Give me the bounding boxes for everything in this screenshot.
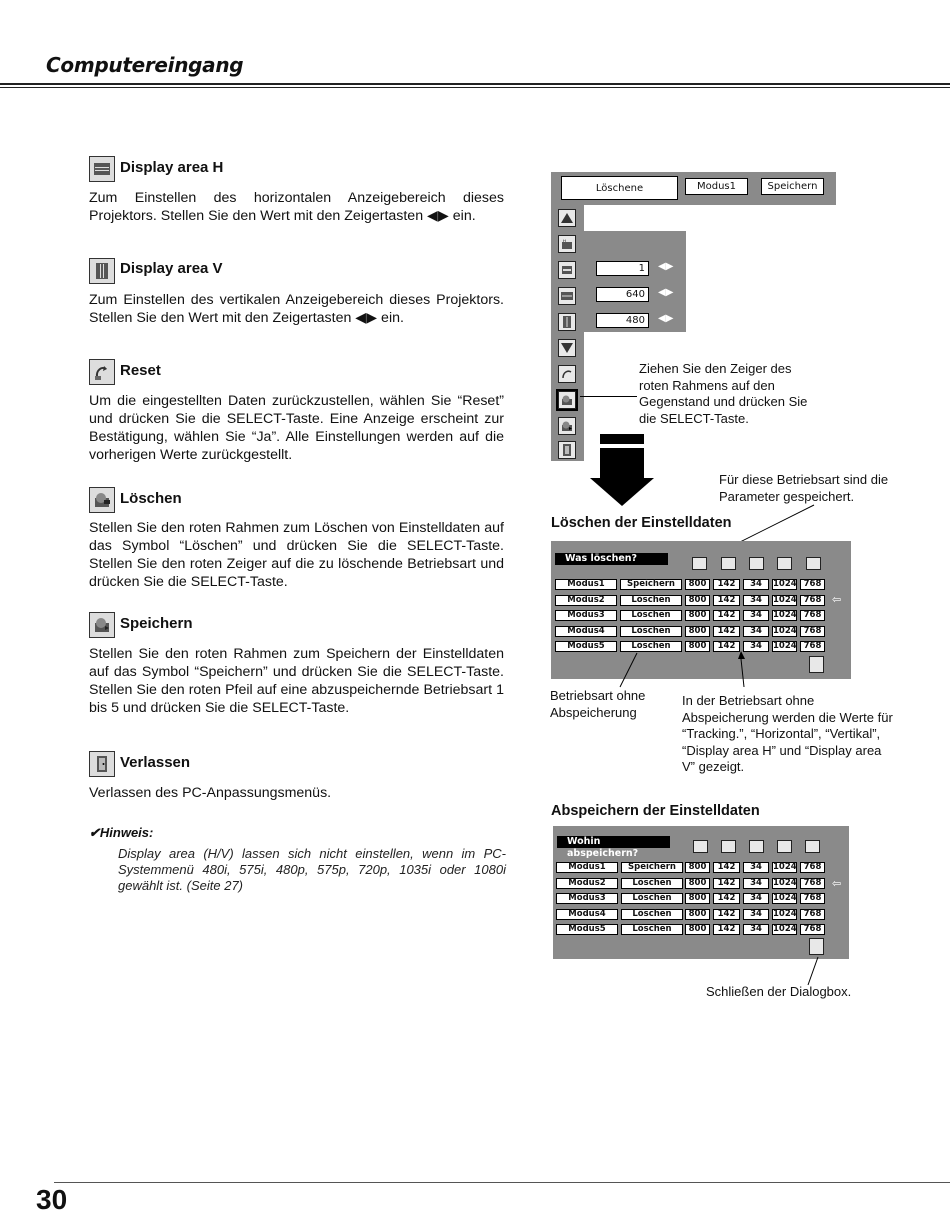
arrow-keys-icon[interactable]: ◀▶ bbox=[658, 287, 674, 298]
display-area-h-icon[interactable] bbox=[558, 287, 576, 305]
value-cell: 800 bbox=[685, 595, 710, 606]
arrow-keys-icon[interactable]: ◀▶ bbox=[658, 261, 674, 272]
display-area-v-icon bbox=[805, 840, 820, 853]
mode-cell[interactable]: Modus1 bbox=[555, 579, 617, 590]
value-cell: 1024 bbox=[773, 610, 797, 620]
value-cell: 142 bbox=[713, 878, 740, 889]
loeschen-icon[interactable] bbox=[558, 391, 576, 409]
section-title-display-area-h: Display area H bbox=[120, 159, 224, 176]
note-title: ✔Hinweis: bbox=[89, 825, 154, 840]
value-cell: 768 bbox=[800, 641, 825, 652]
section-body-speichern: Stellen Sie den roten Rahmen zum Speichern der Einstelldaten auf das Symbol “Speichern” und drücken Sie die SELECT-Taste. Stellen Sie den roten Pfeil auf eine abzuspeichernde Betriebsart 1 bis 5 und drücken Sie die SELECT-Taste. bbox=[89, 646, 504, 716]
state-cell[interactable]: Löschen bbox=[620, 641, 682, 652]
state-cell[interactable]: Löschen bbox=[620, 626, 682, 637]
speichern-icon bbox=[89, 612, 115, 638]
reset-icon bbox=[89, 359, 115, 385]
display-area-v-icon[interactable] bbox=[558, 313, 576, 331]
mode-cell[interactable]: Modus5 bbox=[555, 641, 617, 652]
section-title-display-area-v: Display area V bbox=[120, 260, 223, 277]
exit-door-icon[interactable] bbox=[809, 656, 824, 673]
value-cell: 142 bbox=[713, 862, 740, 873]
value-cell: 34 bbox=[743, 641, 769, 652]
value-cell: 34 bbox=[743, 610, 769, 621]
tracking-icon bbox=[692, 557, 707, 570]
section-body-verlassen: Verlassen des PC-Anpassungsmenüs. bbox=[89, 785, 332, 801]
callout-lines bbox=[600, 651, 760, 691]
triangle-up-icon[interactable] bbox=[558, 209, 576, 227]
mode-cell[interactable]: Modus3 bbox=[555, 610, 617, 621]
footer-rule bbox=[54, 1182, 950, 1183]
value-cell: 1024 bbox=[773, 579, 797, 589]
svg-text:H: H bbox=[563, 238, 566, 243]
value-cell: 768 bbox=[800, 924, 825, 935]
value-cell: 1024 bbox=[773, 625, 797, 636]
callout-saved-params: Für diese Betriebsart sind die Parameter gespeichert. bbox=[719, 472, 889, 504]
menu-button-loeschene[interactable]: Löschene bbox=[561, 176, 678, 200]
callout-pointer: Ziehen Sie den Zeiger des roten Rahmens auf den Gegenstand und drücken Sie die SELECT-Taste. bbox=[639, 361, 808, 426]
exit-door-icon[interactable] bbox=[809, 938, 824, 955]
value-cell: 768 bbox=[800, 610, 825, 621]
value-cell: 34 bbox=[743, 924, 769, 935]
save-dialog-title: Wohin abspeichern? bbox=[557, 836, 670, 848]
value-cell: 768 bbox=[800, 862, 825, 873]
value-cell: 800 bbox=[685, 579, 710, 590]
value-cell: 34 bbox=[743, 862, 769, 873]
state-cell[interactable]: Löschen bbox=[621, 893, 683, 904]
value-cell: 768 bbox=[800, 579, 825, 590]
value-panel bbox=[584, 231, 686, 332]
header-rule bbox=[0, 83, 950, 85]
state-cell[interactable]: Löschen bbox=[621, 878, 683, 889]
state-cell[interactable]: Speichern bbox=[621, 862, 683, 873]
vertical-icon bbox=[749, 840, 764, 853]
horizontal-icon bbox=[721, 557, 736, 570]
horizontal-icon bbox=[721, 840, 736, 853]
tracking-icon bbox=[693, 840, 708, 853]
section-body-reset: Um die eingestellten Daten zurückzustellen, wählen Sie “Reset” und drücken Sie die SELECT-Taste. Eine Anzeige erscheint zur Bestätigung, wählen Sie “Ja”. Alle Einstellungen werden auf die vorherigen Werte zurückgestellt. bbox=[89, 393, 504, 463]
display-area-v-icon bbox=[89, 258, 115, 284]
value-cell: 800 bbox=[685, 610, 710, 621]
pointer-arrow-icon: ⇦ bbox=[832, 878, 842, 890]
state-cell[interactable]: Löschen bbox=[620, 595, 682, 606]
value-cell: 142 bbox=[713, 626, 740, 637]
value-cell: 800 bbox=[685, 893, 710, 904]
mode-icon[interactable] bbox=[558, 235, 576, 253]
menu-icon-column bbox=[551, 205, 584, 461]
state-cell[interactable]: Löschen bbox=[621, 909, 683, 920]
loeschen-icon bbox=[89, 487, 115, 513]
display-area-h-icon bbox=[777, 557, 792, 570]
mode-cell[interactable]: Modus5 bbox=[556, 924, 618, 935]
value-cell: 1024 bbox=[773, 924, 797, 934]
value-cell: 800 bbox=[685, 909, 710, 920]
section-title-reset: Reset bbox=[120, 362, 161, 379]
value-cell: 34 bbox=[743, 579, 769, 590]
arrow-keys-icon[interactable]: ◀▶ bbox=[658, 313, 674, 324]
speichern-icon[interactable] bbox=[558, 417, 576, 435]
value-cell: 768 bbox=[800, 909, 825, 920]
mode-cell[interactable]: Modus2 bbox=[555, 595, 617, 606]
display-area-v-icon bbox=[806, 557, 821, 570]
value-cell: 142 bbox=[713, 893, 740, 904]
value-cell: 768 bbox=[800, 893, 825, 904]
value-cell: 142 bbox=[713, 641, 740, 652]
exit-door-icon bbox=[89, 751, 115, 777]
value-cell: 800 bbox=[685, 626, 710, 637]
state-cell[interactable]: Löschen bbox=[621, 924, 683, 935]
state-cell[interactable]: Speichern bbox=[620, 579, 682, 590]
state-cell[interactable]: Löschen bbox=[620, 610, 682, 621]
value-cell: 768 bbox=[800, 878, 825, 889]
value-cell: 34 bbox=[743, 595, 769, 606]
value-cell: 768 bbox=[800, 626, 825, 637]
triangle-down-icon[interactable] bbox=[558, 339, 576, 357]
delete-dialog-title: Was löschen? bbox=[555, 553, 668, 565]
callout-line bbox=[580, 396, 637, 397]
delete-table-heading: Löschen der Einstelldaten bbox=[551, 515, 732, 531]
section-body-display-area-v: Zum Einstellen des vertikalen Anzeigebereich dieses Projektors. Stellen Sie den Wert mit den Zeigertasten ◀▶ ein. bbox=[89, 292, 504, 326]
mode-cell[interactable]: Modus1 bbox=[556, 862, 618, 873]
value-cell: 1024 bbox=[773, 908, 797, 919]
value-display-area-v[interactable]: 480 bbox=[596, 313, 649, 328]
value-cell: 1024 bbox=[773, 877, 797, 888]
mode-cell[interactable]: Modus4 bbox=[556, 909, 618, 920]
value-cell: 768 bbox=[800, 595, 825, 606]
section-title-speichern: Speichern bbox=[120, 615, 193, 632]
value-cell: 34 bbox=[743, 626, 769, 637]
value-cell: 1024 bbox=[773, 594, 797, 605]
value-cell: 800 bbox=[685, 924, 710, 935]
reset-icon[interactable] bbox=[558, 365, 576, 383]
value-cell: 142 bbox=[713, 579, 740, 590]
value-cell: 800 bbox=[685, 862, 710, 873]
value-cell: 1024 bbox=[773, 893, 797, 903]
value-cell: 142 bbox=[713, 595, 740, 606]
value-cell: 1024 bbox=[773, 641, 797, 651]
menu-button-modus1[interactable]: Modus1 bbox=[685, 178, 748, 195]
save-dialog bbox=[553, 826, 849, 959]
callout-no-save-mode: Betriebsart ohne Abspeicherung bbox=[550, 688, 646, 720]
section-body-display-area-h: Zum Einstellen des horizontalen Anzeigebereich dieses Projektors. Stellen Sie den Wert mit den Zeigertasten ◀▶ ein. bbox=[89, 190, 504, 224]
tracking-icon[interactable] bbox=[558, 261, 576, 279]
display-area-h-icon bbox=[89, 156, 115, 182]
value-cell: 142 bbox=[713, 924, 740, 935]
value-cell: 34 bbox=[743, 878, 769, 889]
value-cell: 34 bbox=[743, 909, 769, 920]
callout-no-save-values: In der Betriebsart ohne Abspeicherung werden die Werte für “Tracking.”, “Horizontal”, “Vertikal”, “Display area H” und “Display area V” gezeigt. bbox=[682, 693, 893, 774]
callout-line bbox=[804, 955, 824, 987]
value-tracking[interactable]: 1 bbox=[596, 261, 649, 276]
exit-door-icon[interactable] bbox=[558, 441, 576, 459]
note-text: Display area (H/V) lassen sich nicht einstellen, wenn im PC-Systemmenü 480i, 575i, 480p, 575p, 720p, 1035i oder 1080i gewählt ist. (Seite 27) bbox=[118, 846, 506, 893]
value-cell: 800 bbox=[685, 878, 710, 889]
pc-adjust-menu-bar bbox=[551, 172, 836, 205]
section-body-loeschen: Stellen Sie den roten Rahmen zum Löschen von Einstelldaten auf das Symbol “Löschen” und drücken Sie die SELECT-Taste. Stellen Sie den roten Zeiger auf die zu löschende Betriebsart und drücken Sie die SELECT-Taste. bbox=[89, 520, 504, 590]
value-display-area-h[interactable]: 640 bbox=[596, 287, 649, 302]
pointer-arrow-icon: ⇦ bbox=[832, 594, 842, 606]
value-cell: 1024 bbox=[773, 862, 797, 872]
section-title-loeschen: Löschen bbox=[120, 490, 182, 507]
mode-cell[interactable]: Modus2 bbox=[556, 878, 618, 889]
display-area-h-icon bbox=[777, 840, 792, 853]
down-arrow-icon bbox=[590, 434, 654, 508]
value-cell: 800 bbox=[685, 641, 710, 652]
page-header-title: Computereingang bbox=[46, 53, 244, 77]
callout-close-dialog: Schließen der Dialogbox. bbox=[706, 984, 852, 999]
menu-button-speichern[interactable]: Speichern bbox=[761, 178, 824, 195]
section-title-verlassen: Verlassen bbox=[120, 754, 191, 771]
value-cell: 34 bbox=[743, 893, 769, 904]
value-cell: 142 bbox=[713, 610, 740, 621]
mode-cell[interactable]: Modus3 bbox=[556, 893, 618, 904]
header-rule-thin bbox=[0, 87, 950, 88]
vertical-icon bbox=[749, 557, 764, 570]
value-cell: 142 bbox=[713, 909, 740, 920]
save-table-heading: Abspeichern der Einstelldaten bbox=[551, 803, 760, 819]
mode-cell[interactable]: Modus4 bbox=[555, 626, 617, 637]
page-number: 30 bbox=[36, 1184, 68, 1215]
